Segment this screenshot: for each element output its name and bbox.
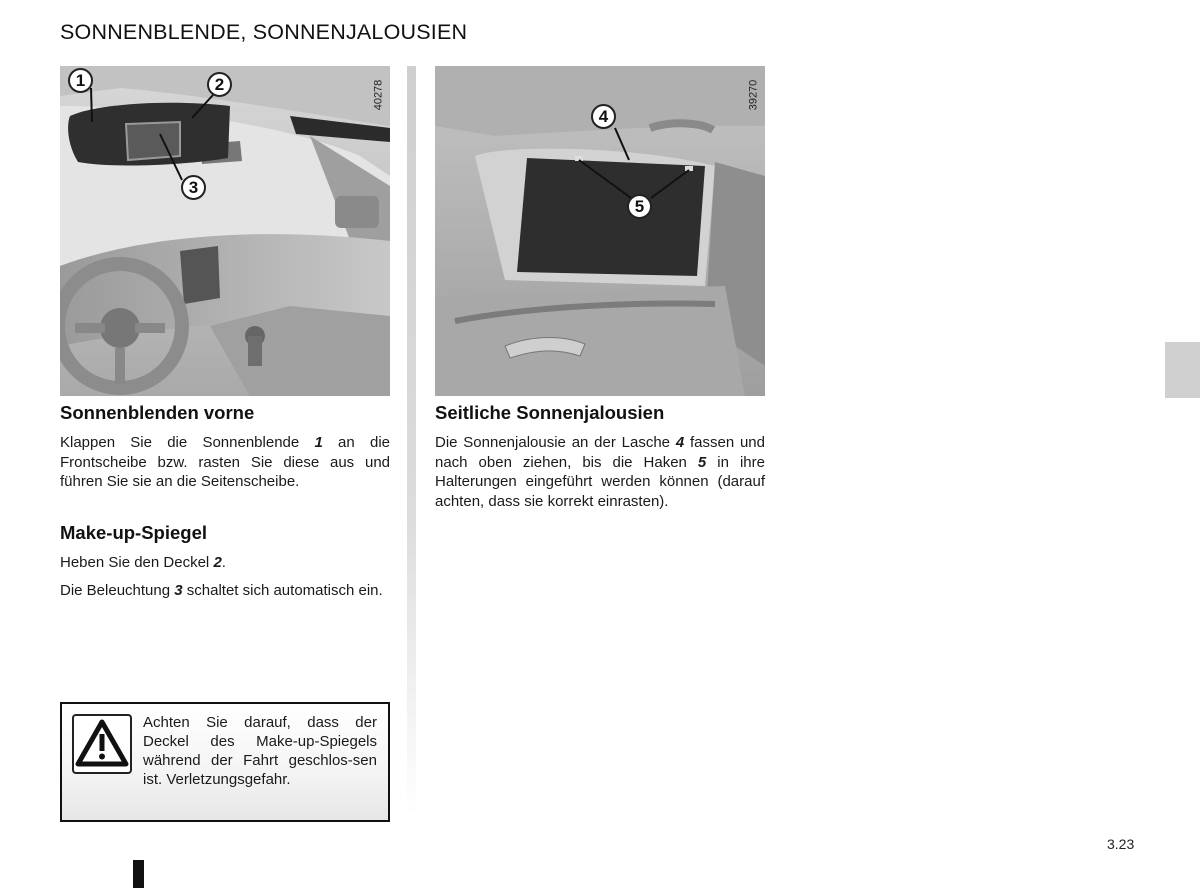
section-heading-front-visors: Sonnenblenden vorne — [60, 402, 255, 423]
callout-5: 5 — [627, 194, 652, 219]
warning-text: Achten Sie darauf, dass der Deckel des Make-up-Spiegels während der Fahrt geschlos-sen ist. Verletzungsgefahr. — [143, 714, 377, 788]
callout-2: 2 — [207, 72, 232, 97]
paragraph-side-blinds: Die Sonnenjalousie an der Lasche 4 fassen und nach oben ziehen, bis die Haken 5 in ihre Halterungen eingeführt werden können (darauf achten, dass sie korrekt einrasten). — [435, 434, 765, 510]
paragraph-mirror-lid: Heben Sie den Deckel 2. — [60, 554, 226, 571]
callout-4: 4 — [591, 104, 616, 129]
callout-1: 1 — [68, 68, 93, 93]
warning-icon-frame — [72, 714, 132, 774]
reference-2: 2 — [213, 554, 222, 571]
reference-1: 1 — [314, 434, 323, 451]
crop-mark — [133, 860, 144, 888]
sun-visor-illustration — [60, 66, 390, 396]
callout-3: 3 — [181, 175, 206, 200]
reference-3: 3 — [174, 582, 183, 599]
chapter-thumb-tab — [1165, 342, 1200, 398]
section-heading-mirror: Make-up-Spiegel — [60, 522, 207, 543]
warning-triangle-icon — [74, 716, 130, 772]
page-title: SONNENBLENDE, SONNENJALOUSIEN — [60, 20, 468, 44]
page-number: 3.23 — [1107, 836, 1135, 852]
section-heading-side-blinds: Seitliche Sonnenjalousien — [435, 402, 665, 423]
reference-5: 5 — [697, 453, 707, 471]
paragraph-mirror-light: Die Beleuchtung 3 schaltet sich automatisch ein. — [60, 582, 383, 599]
side-blind-illustration — [435, 66, 765, 396]
sun-visor-drawing — [60, 66, 390, 396]
paragraph-front-visors: Klappen Sie die Sonnenblende 1 an die Frontscheibe bzw. rasten Sie diese aus und führen Sie sie an die Seitenscheibe. — [60, 434, 390, 490]
figure-code: 40278 — [372, 79, 384, 111]
reference-4: 4 — [675, 434, 685, 451]
column-divider — [407, 66, 416, 816]
figure-code: 39270 — [747, 79, 759, 111]
warning-box — [60, 702, 390, 822]
